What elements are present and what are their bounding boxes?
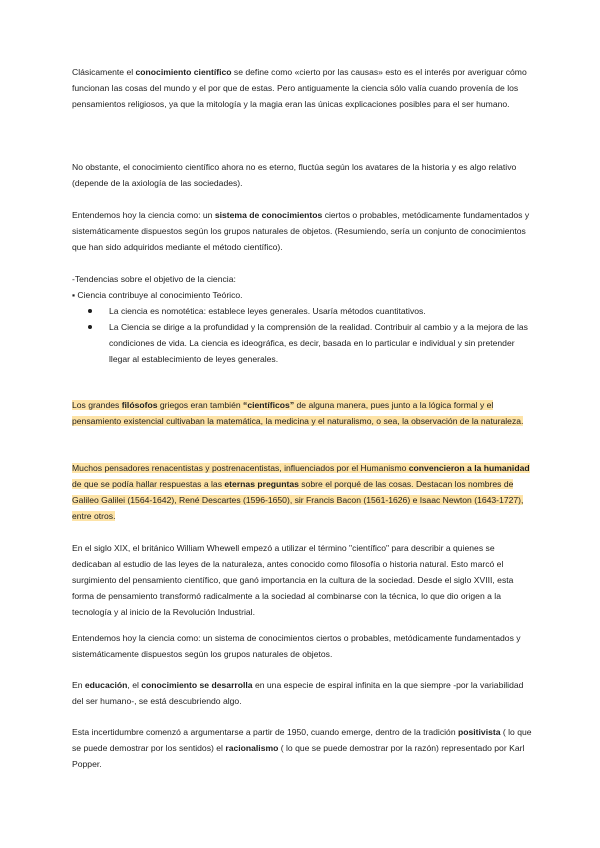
text-run: se define como «cierto por las causas» esto es el interés por averiguar cómo funcionan las cosas del mundo y el por que de estas. Pero antiguamente la ciencia sólo valía cuando provenía de los pensamientos religiosos, ya que la mitología y la magia eran las únicas explicaciones posibles para el ser humano. <box>72 67 527 109</box>
bold-term: conocimiento se desarrolla <box>141 680 253 690</box>
text-run: Esta incertidumbre comenzó a argumentarse a partir de 1950, cuando emerge, dentro de la tradición <box>72 727 458 737</box>
highlighted-text <box>72 400 523 426</box>
text-run: ( lo que se puede demostrar por los sentidos) el <box>72 727 532 753</box>
text-run: Entendemos hoy la ciencia como: un <box>72 210 215 220</box>
text-run: griegos eran también <box>157 400 244 410</box>
bold-term: sistema de conocimientos <box>214 210 323 220</box>
text-run: Muchos pensadores renacentistas y postrenacentistas, influenciados por el Humanismo <box>72 463 409 473</box>
tendencias-main-item: ▪ Ciencia contribuye al conocimiento Teórico. <box>72 290 243 300</box>
paragraph-philosophers <box>72 397 532 429</box>
paragraph-popper <box>72 724 532 772</box>
paragraph-definition-repeat: Entendemos hoy la ciencia como: un sistema de conocimientos ciertos o probables, metódicamente fundamentados y sistemáticamente dispuestos según los grupos naturales de objetos. <box>72 633 521 659</box>
paragraph-definition <box>72 64 532 112</box>
tendencias-sub-item: La Ciencia se dirige a la profundidad y la comprensión de la realidad. Contribuir al cambio y a la mejora de las condiciones de vida. La ciencia es ideográfica, es decir, basada en lo particular e individual y sin pretender llegar al establecimiento de leyes generales. <box>72 319 532 367</box>
text-run: , el <box>127 680 142 690</box>
text-run: de que se podía hallar respuestas a las <box>72 479 225 489</box>
paragraph-relativity: No obstante, el conocimiento científico ahora no es eterno, fluctúa según los avatares de la historia y es algo relativo (depende de la axiología de las sociedades). <box>72 162 517 188</box>
text-run: en una especie de espiral infinita en la que siempre -por la variabilidad del ser humano-, se está descubriendo algo. <box>72 680 524 706</box>
paragraph-whewell: En el siglo XIX, el británico William Whewell empezó a utilizar el término "científico" para describir a quienes se dedicaban al estudio de las leyes de la naturaleza, antes conocido como filosofía o historia natural. Esto marcó el surgimiento del pensamiento científico, que ganó importancia en la cultura de la sociedad. Desde el siglo XVIII, esta forma de pensamiento transformó radicalmente a la sociedad al combinarse con la técnica, lo que dio origen a la tecnología y al inicio de la Revolución Industrial. <box>72 543 514 617</box>
tendencias-section <box>72 271 532 367</box>
bold-term: eternas preguntas <box>224 479 299 489</box>
text-run: Clásicamente el <box>72 67 136 77</box>
paragraph-definition-system <box>72 207 532 255</box>
text-run: ( lo que se puede demostrar por la razón) representado por Karl Popper. <box>72 743 525 769</box>
text-run: de alguna manera, pues junto a la lógica formal y el pensamiento existencial cultivaban la matemática, la medicina y el naturalismo, o sea, la observación de la naturaleza. <box>72 400 524 426</box>
paragraph-renaissance <box>72 460 532 524</box>
bold-term: conocimiento científico <box>135 67 232 77</box>
text-run: ciertos o probables, metódicamente fundamentados y sistemáticamente dispuestos según los grupos naturales de objetos. (Resumiendo, sería un conjunto de conocimientos que han sido adquiridos mediante el método científico). <box>72 210 530 252</box>
text-run: En <box>72 680 85 690</box>
tendencias-heading: -Tendencias sobre el objetivo de la ciencia: <box>72 274 236 284</box>
text-run: Los grandes <box>72 400 122 410</box>
tendencias-sub-item: La ciencia es nomotética: establece leyes generales. Usaría métodos cuantitativos. <box>72 303 532 319</box>
bold-term: “científicos” <box>243 400 295 410</box>
text-run: sobre el porqué de las cosas. Destacan los nombres de Galileo Galilei (1564-1642), René Descartes (1596-1650), sir Francis Bacon (1561-1626) e Isaac Newton (1643-1727), entre otros. <box>72 479 524 521</box>
bold-term: positivista <box>458 727 501 737</box>
paragraph-education <box>72 677 532 709</box>
bold-term: educación <box>84 680 128 690</box>
highlighted-text <box>72 463 530 521</box>
bold-term: convencieron a la humanidad <box>408 463 530 473</box>
bold-term: filósofos <box>121 400 158 410</box>
bold-term: racionalismo <box>225 743 279 753</box>
